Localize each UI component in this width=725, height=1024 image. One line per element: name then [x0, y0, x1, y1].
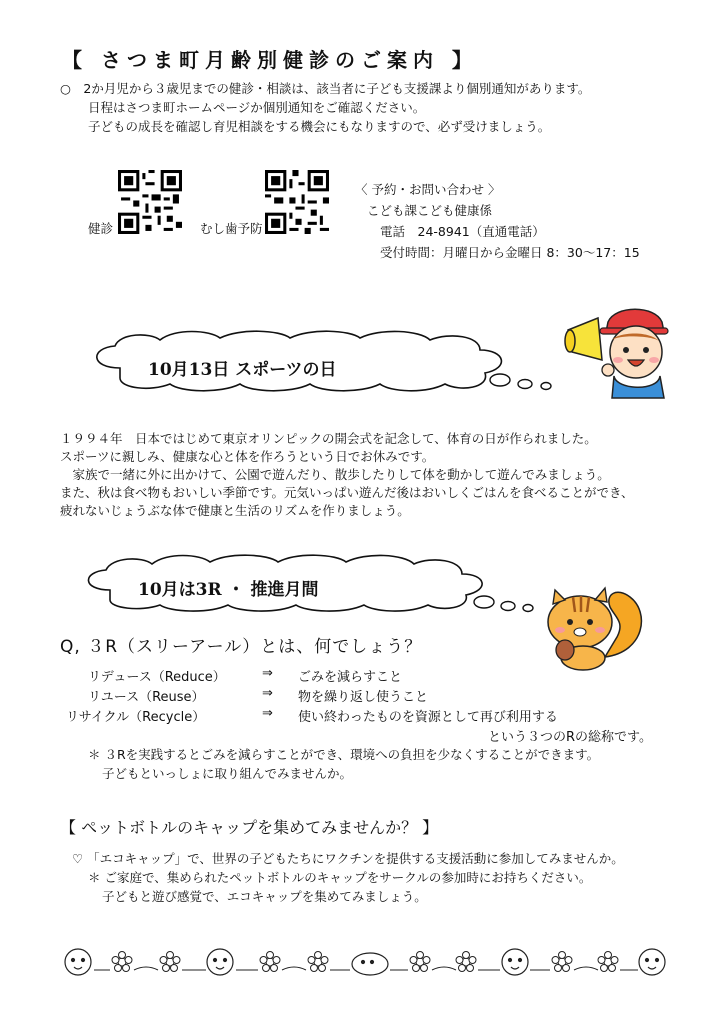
decorative-baby-flower-border [60, 940, 670, 980]
reuse-arrow: ⇒ [262, 686, 273, 701]
3r-summary: という３つのRの総称です。 [488, 730, 652, 745]
contact-phone: 電話 24-8941（直通電話） [380, 224, 545, 239]
qr-label-dental: むし歯予防 [200, 221, 263, 236]
recycle-term: リサイクル（Recycle） [66, 710, 206, 725]
reuse-desc: 物を繰り返し使うこと [298, 690, 429, 705]
eco-cap-line-1: ♡ 「エコキャップ」で、世界の子どもたちにワクチンを提供する支援活動に参加してみませんか。 [72, 851, 624, 866]
intro-line-3: 子どもの成長を確認し育児相談をする機会にもなりますので、必ず受けましょう。 [88, 119, 551, 134]
reduce-arrow: ⇒ [262, 666, 273, 681]
eco-cap-line-2: ＊ ご家庭で、集められたペットボトルのキャップをサークルの参加時にお持ちください。 [88, 870, 592, 885]
reduce-term: リデュース（Reduce） [88, 670, 226, 685]
sports-line-3: 家族で一緒に外に出かけて、公園で遊んだり、散歩したりして体を動かして遊んでみましょう。 [60, 467, 610, 482]
reduce-desc: ごみを減らすこと [298, 670, 403, 685]
sports-line-4: また、秋は食べ物もおいしい季節です。元気いっぱい遊んだ後はおいしくごはんを食べることができ、 [60, 485, 634, 500]
eco-cap-title: 【 ペットボトルのキャップを集めてみませんか？ 】 [60, 818, 439, 837]
sports-line-5: 疲れないじょうぶな体で健康と生活のリズムを作りましょう。 [60, 503, 410, 518]
boy-megaphone-icon [560, 300, 675, 405]
qr-code-dental[interactable] [265, 170, 329, 234]
3r-month-heading: 10月は3R ・ 推進月間 [138, 580, 319, 600]
3r-note-1: ＊ ３Rを実践するとごみを減らすことができ、環境への負担を少なくすることができます。 [88, 747, 600, 762]
contact-hours: 受付時間：月曜日から金曜日 8：30〜17：15 [380, 245, 640, 260]
3r-note-2: 子どもといっしょに取り組んでみませんか。 [102, 766, 353, 781]
squirrel-icon [535, 582, 650, 672]
qr-code-checkup[interactable] [118, 170, 182, 234]
sports-line-2: スポーツに親しみ、健康な心と体を作ろうという日でお休みです。 [60, 449, 435, 464]
contact-heading: 〈 予約・お問い合わせ 〉 [355, 182, 501, 197]
intro-line-2: 日程はさつま町ホームページか個別通知をご確認ください。 [88, 100, 426, 115]
reuse-term: リユース（Reuse） [88, 690, 205, 705]
sports-line-1: １９９４年 日本ではじめて東京オリンピックの開会式を記念して、体育の日が作られました。 [60, 431, 597, 446]
recycle-desc: 使い終わったものを資源として再び利用する [298, 710, 558, 725]
eco-cap-line-3: 子どもと遊び感覚で、エコキャップを集めてみましょう。 [102, 889, 427, 904]
contact-department: こども課こども健康係 [367, 203, 493, 218]
page-title: 【 さつま町月齢別健診のご案内 】 [62, 48, 478, 72]
3r-question: Q, ３R（スリーアール）とは、何でしょう？ [60, 637, 423, 657]
recycle-arrow: ⇒ [262, 706, 273, 721]
sports-day-heading: 10月13日 スポーツの日 [148, 360, 337, 380]
qr-label-checkup: 健診 [88, 221, 114, 236]
intro-line-1: ○ 2か月児から３歳児までの健診・相談は、該当者に子ども支援課より個別通知があります。 [60, 81, 591, 96]
